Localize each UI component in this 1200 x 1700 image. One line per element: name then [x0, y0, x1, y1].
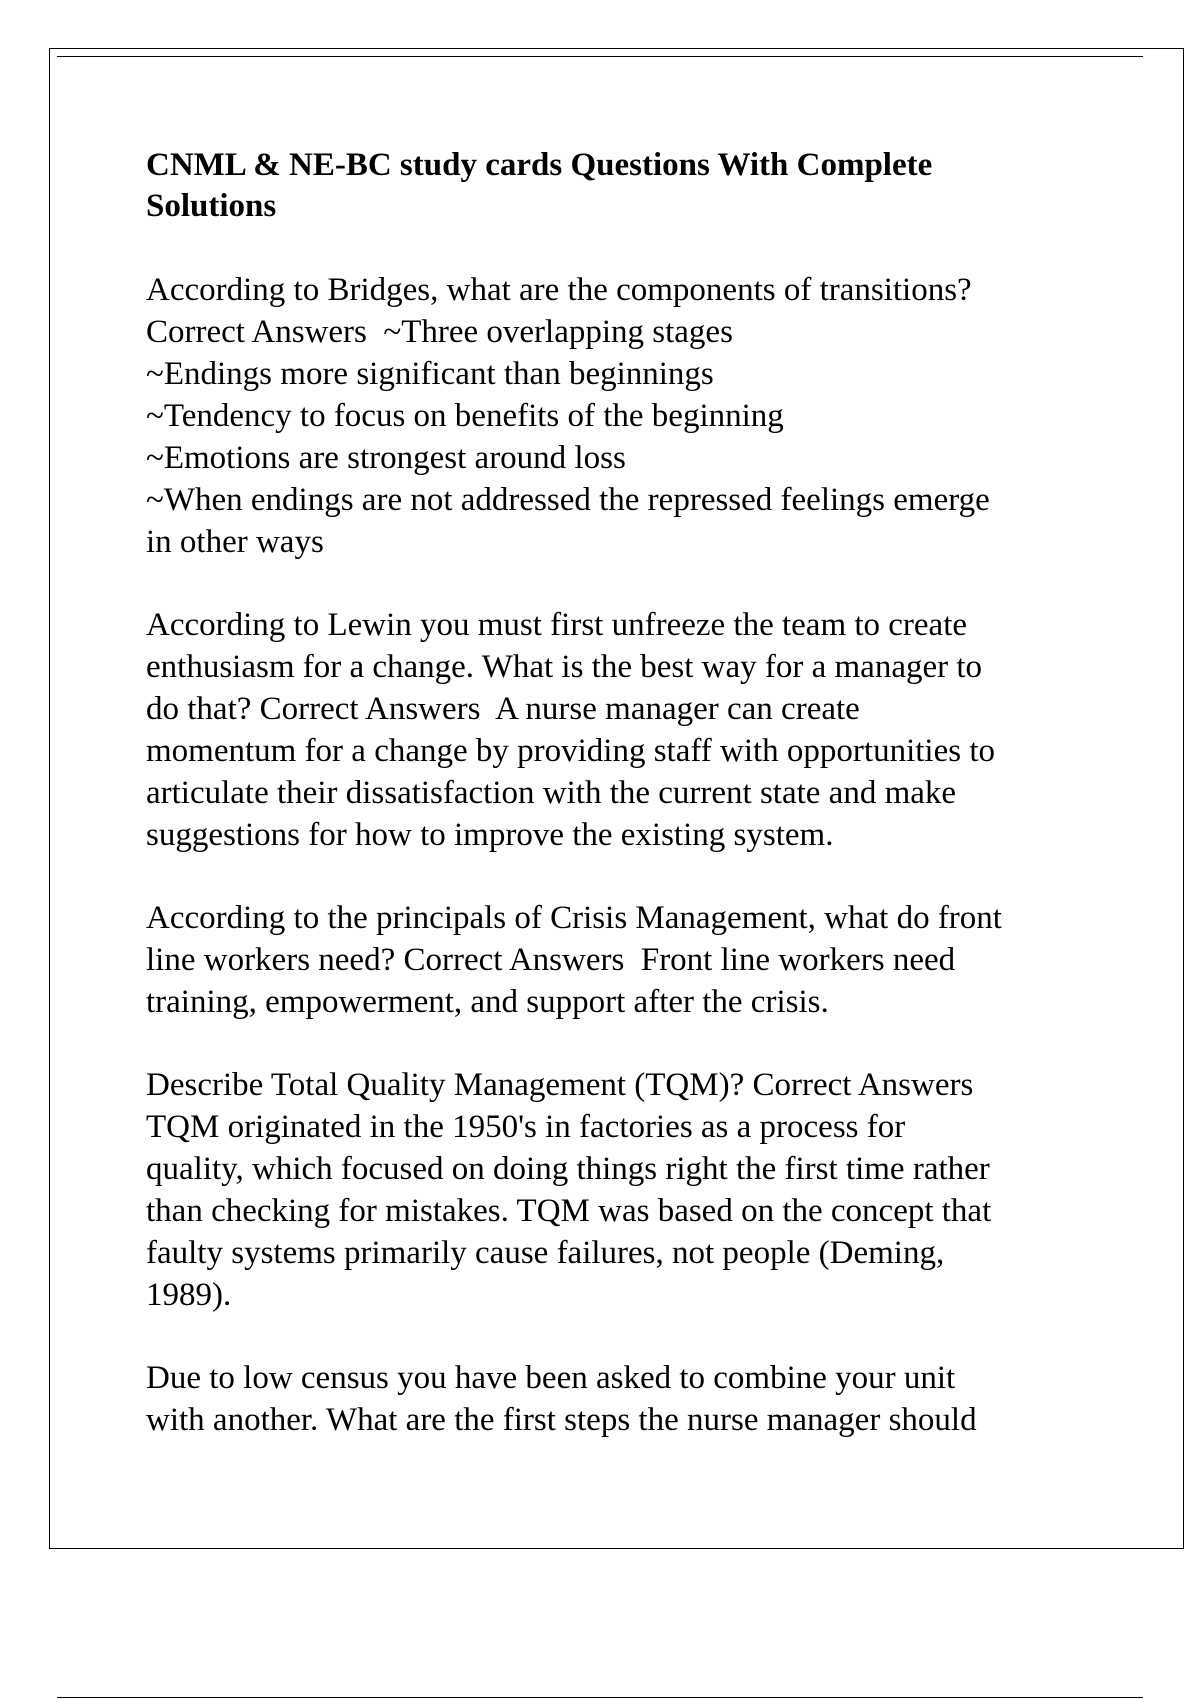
text-line: with another. What are the first steps the nurse manager should	[146, 1402, 977, 1438]
text-line: than checking for mistakes. TQM was based on the concept that	[146, 1193, 992, 1229]
text-line: faulty systems primarily cause failures, not people (Deming,	[146, 1235, 945, 1271]
text-line: ~Endings more significant than beginnings	[146, 356, 714, 392]
text-line: ~Emotions are strongest around loss	[146, 440, 626, 476]
text-line: Correct Answers ~Three overlapping stages	[146, 314, 733, 350]
text-line: ~Tendency to focus on benefits of the beginning	[146, 398, 784, 434]
text-line: do that? Correct Answers A nurse manager can create	[146, 691, 860, 727]
text-line: quality, which focused on doing things right the first time rather	[146, 1151, 990, 1187]
text-line: line workers need? Correct Answers Front line workers need	[146, 942, 956, 978]
document-title	[146, 145, 1106, 227]
text-line: TQM originated in the 1950's in factories as a process for	[146, 1109, 906, 1145]
text-line: training, empowerment, and support after the crisis.	[146, 984, 829, 1020]
qa-block-low-census	[146, 1357, 1106, 1441]
text-line: Due to low census you have been asked to combine your unit	[146, 1360, 956, 1396]
document-body	[146, 145, 1106, 1482]
text-line: articulate their dissatisfaction with the current state and make	[146, 775, 957, 811]
text-line: According to Bridges, what are the components of transitions?	[146, 272, 972, 308]
text-line: momentum for a change by providing staff with opportunities to	[146, 733, 995, 769]
top-rule	[57, 56, 1143, 57]
qa-block-crisis-management	[146, 897, 1106, 1023]
bottom-rule	[57, 1697, 1143, 1698]
text-line: ~When endings are not addressed the repressed feelings emerge	[146, 482, 990, 518]
text-line: According to Lewin you must first unfreeze the team to create	[146, 607, 968, 643]
text-line: in other ways	[146, 524, 324, 560]
text-line: suggestions for how to improve the existing system.	[146, 817, 834, 853]
title-line: CNML & NE-BC study cards Questions With Complete	[146, 147, 933, 183]
title-line: Solutions	[146, 188, 277, 224]
text-line: enthusiasm for a change. What is the best way for a manager to	[146, 649, 983, 685]
text-line: According to the principals of Crisis Management, what do front	[146, 900, 1002, 936]
text-line: Describe Total Quality Management (TQM)? Correct Answers	[146, 1067, 974, 1103]
qa-block-tqm	[146, 1064, 1106, 1316]
text-line: 1989).	[146, 1277, 232, 1313]
qa-block-lewin	[146, 604, 1106, 856]
qa-block-bridges	[146, 269, 1106, 563]
